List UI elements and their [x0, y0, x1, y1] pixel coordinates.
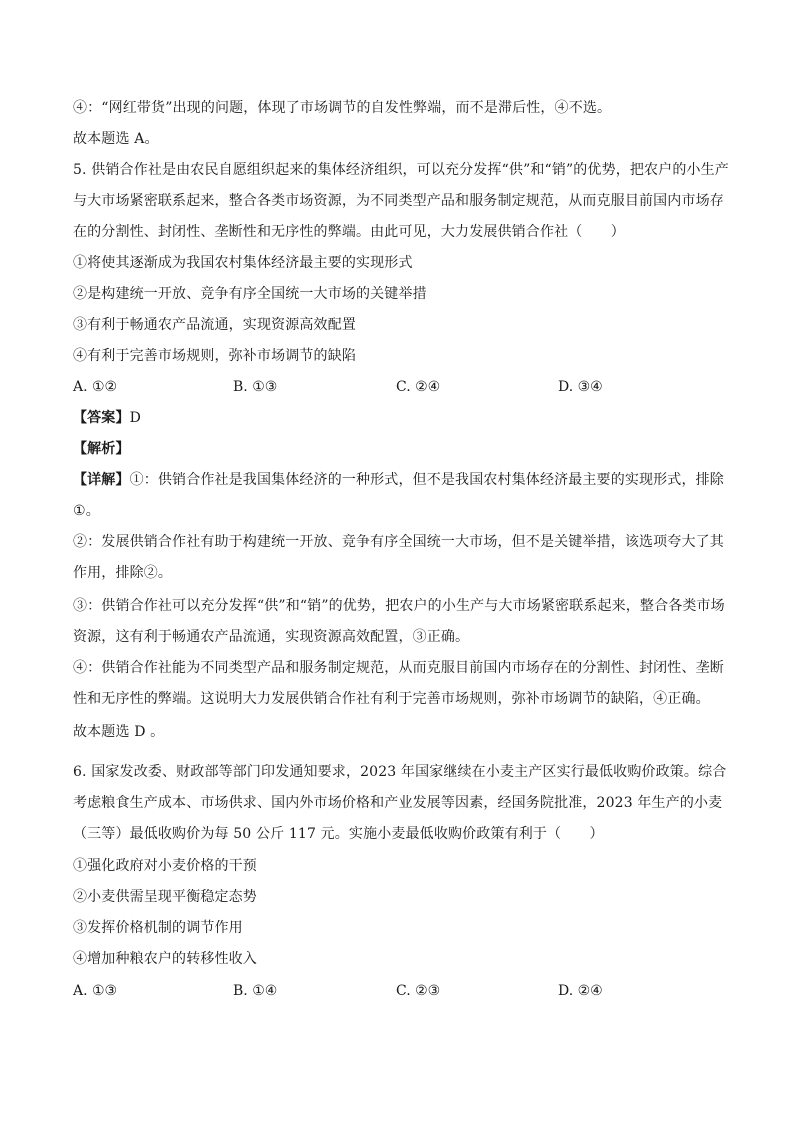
q5-analysis-label: 【解析】: [73, 441, 130, 457]
answer-value: D: [129, 410, 141, 426]
q6-item-1: ①强化政府对小麦价格的干预: [73, 858, 257, 874]
q6-option-d: D. ②④: [558, 983, 603, 999]
q6-stem-line-2: 考虑粮食生产成本、市场供求、国内外市场价格和产业发展等因素，经国务院批准，2023 年生产的小麦: [73, 795, 723, 811]
q5-detail-line-4: 作用，排除②。: [73, 565, 173, 581]
detail-label: 【详解】: [73, 472, 130, 488]
q5-option-d: D. ③④: [558, 379, 603, 395]
q5-detail-line-6: 资源，这有利于畅通农产品流通，实现资源高效配置，③正确。: [73, 629, 470, 645]
q5-item-4: ④有利于完善市场规则，弥补市场调节的缺陷: [73, 348, 356, 364]
q5-conclusion: 故本题选 D 。: [73, 724, 165, 740]
q5-detail-line-1: [73, 470, 723, 490]
q6-item-2: ②小麦供需呈现平衡稳定态势: [73, 889, 257, 905]
q5-item-3: ③有利于畅通农产品流通，实现资源高效配置: [73, 317, 356, 333]
q5-answer: [73, 408, 723, 428]
q5-detail-line-8: 性和无序性的弊端。这说明大力发展供销合作社有利于完善市场规则，弥补市场调节的缺陷，④正确。: [73, 691, 710, 707]
q6-stem-line-3: （三等）最低收购价为每 50 公斤 117 元。实施小麦最低收购价政策有利于（ ）: [73, 826, 604, 842]
q6-stem-line-1: 6. 国家发改委、财政部等部门印发通知要求，2023 年国家继续在小麦主产区实行最低收购价政策。综合: [73, 764, 727, 780]
answer-label: 【答案】: [73, 410, 130, 426]
q6-option-c: C. ②③: [396, 983, 441, 999]
q5-stem-line-2: 与大市场紧密联系起来，整合各类市场资源，为不同类型产品和服务制定规范，从而克服目前国内市场存: [73, 193, 724, 209]
q5-stem-line-3: 在的分割性、封闭性、垄断性和无序性的弊端。由此可见，大力发展供销合作社（ ）: [73, 224, 625, 240]
q5-item-2: ②是构建统一开放、竞争有序全国统一大市场的关键举措: [73, 286, 427, 302]
q5-stem-line-1: 5. 供销合作社是由农民自愿组织起来的集体经济组织，可以充分发挥“供”和“销”的优势，把农户的小生产: [73, 162, 729, 178]
q5-option-c: C. ②④: [396, 379, 441, 395]
q6-option-a: A. ①③: [73, 983, 118, 999]
q5-detail-line-5: ③：供销合作社可以充分发挥“供”和“销”的优势，把农户的小生产与大市场紧密联系起来，整合各类市场: [73, 598, 725, 614]
prev-conclusion-line: 故本题选 A。: [73, 131, 159, 147]
q6-option-b: B. ①④: [233, 983, 278, 999]
prev-analysis-line: ④：“网红带货”出现的问题，体现了市场调节的自发性弊端，而不是滞后性，④不选。: [73, 100, 612, 116]
detail-text: ①：供销合作社是我国集体经济的一种形式，但不是我国农村集体经济最主要的实现形式，排除: [129, 472, 724, 488]
q5-detail-line-3: ②：发展供销合作社有助于构建统一开放、竞争有序全国统一大市场，但不是关键举措，该选项夸大了其: [73, 534, 724, 550]
q5-item-1: ①将使其逐渐成为我国农村集体经济最主要的实现形式: [73, 255, 413, 271]
q6-item-3: ③发挥价格机制的调节作用: [73, 920, 243, 936]
q5-detail-line-2: ①。: [73, 503, 100, 519]
q5-option-b: B. ①③: [233, 379, 278, 395]
q6-item-4: ④增加种粮农户的转移性收入: [73, 951, 257, 967]
q5-option-a: A. ①②: [73, 379, 118, 395]
q5-detail-line-7: ④：供销合作社能为不同类型产品和服务制定规范，从而克服目前国内市场存在的分割性、封闭性、垄断: [73, 660, 724, 676]
